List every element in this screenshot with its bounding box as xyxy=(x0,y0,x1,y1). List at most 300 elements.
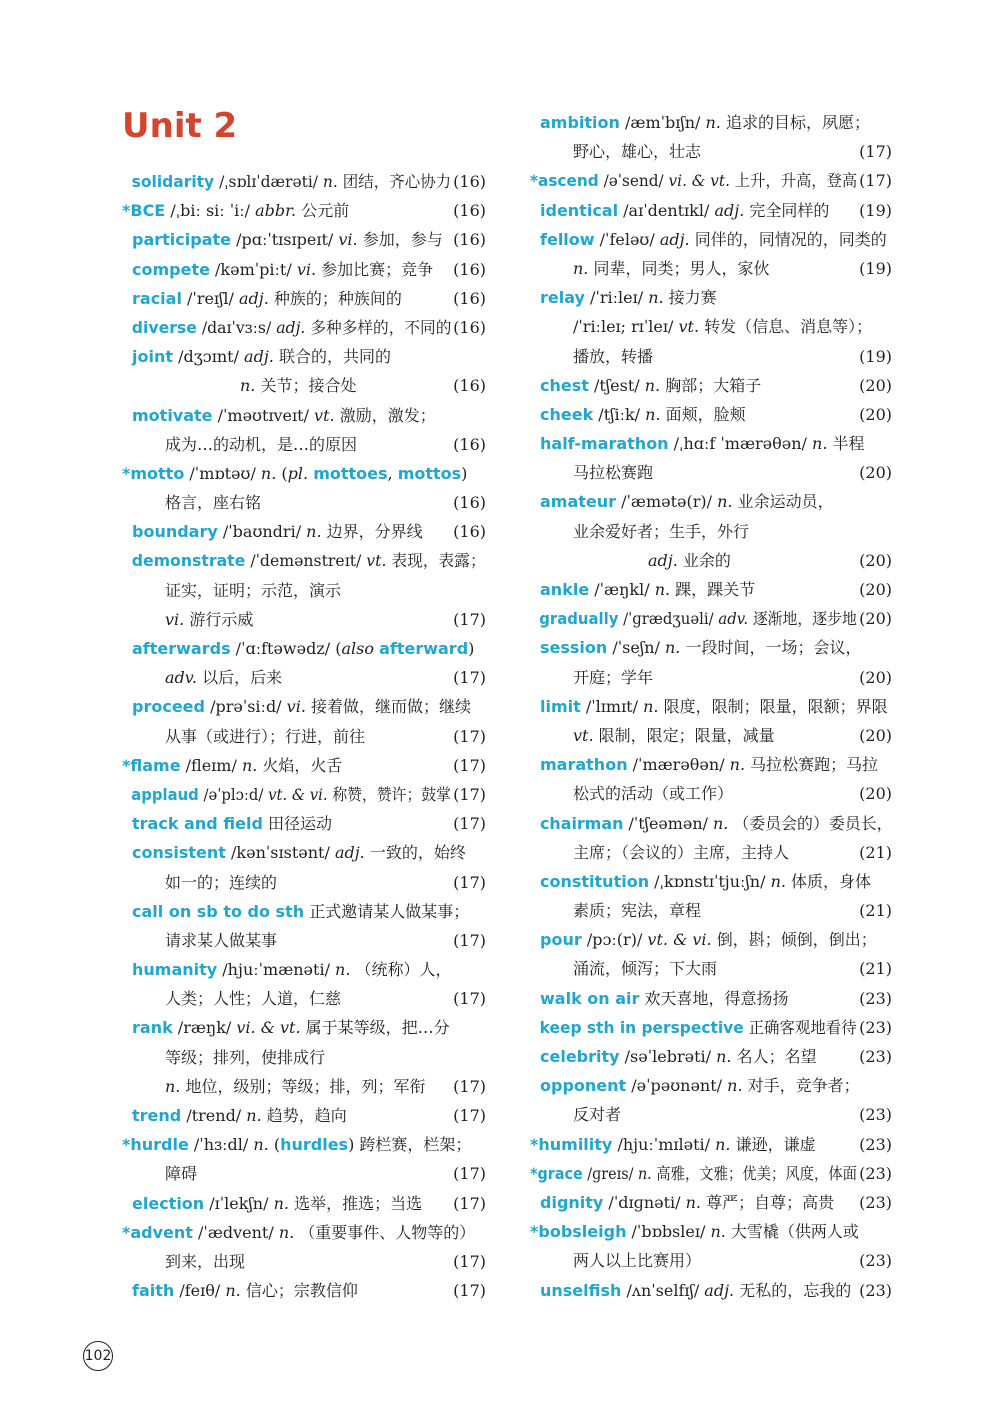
page-reference: (23) xyxy=(859,1017,892,1037)
page-reference: (16) xyxy=(453,201,486,221)
page-reference: (23) xyxy=(859,1280,892,1300)
part-of-speech: n. xyxy=(705,113,721,132)
entry-text xyxy=(530,1042,817,1071)
page-reference: (16) xyxy=(453,493,486,513)
part-of-speech: vt. & vi. xyxy=(268,784,328,804)
page-reference: (16) xyxy=(453,288,486,308)
page-reference: (19) xyxy=(859,258,892,278)
entry-text-segment: 请求某人做某事 xyxy=(165,930,278,950)
entry-text-segment: （委员会的）委员长， xyxy=(728,813,893,833)
entry-text-segment: /ˈriːleɪ; rɪˈleɪ/ xyxy=(573,317,679,337)
entry-text xyxy=(122,546,486,575)
vocab-line xyxy=(122,838,486,867)
vocab-line xyxy=(122,517,486,546)
entry-text-segment: /ˈdɪɡnəti/ xyxy=(603,1192,686,1212)
entry-text-segment: /hjuːˈmænəti/ xyxy=(217,960,336,980)
entry-text-segment: ) 跨栏赛，栏架； xyxy=(348,1135,472,1155)
headword: ambition xyxy=(540,113,620,132)
vocab-line xyxy=(530,750,892,779)
entry-text xyxy=(530,1217,859,1246)
entry-text xyxy=(122,488,261,517)
entry-text xyxy=(122,1043,325,1072)
entry-text xyxy=(122,255,433,284)
entry-text xyxy=(530,954,717,983)
entry-text-segment: 成为…的动机，是…的原因 xyxy=(165,434,358,454)
entry-text-segment: 参加，参与 xyxy=(357,230,443,250)
entry-text-segment: /feɪθ/ xyxy=(174,1281,226,1301)
vocab-line xyxy=(530,779,892,808)
headword: identical xyxy=(540,200,619,220)
entry-text-segment: 限制，限定；限量，减量 xyxy=(593,725,775,745)
entry-text-segment: /pɑːˈtɪsɪpeɪt/ xyxy=(231,230,339,250)
headword: constitution xyxy=(540,871,650,891)
page-reference: (20) xyxy=(859,550,892,570)
headword: gradually xyxy=(539,609,619,629)
headword: proceed xyxy=(132,697,205,717)
vocab-line xyxy=(530,225,892,254)
entry-text xyxy=(122,809,332,838)
entry-text-segment: 高雅，文雅；优美；风度，体面 xyxy=(651,1163,858,1183)
part-of-speech: vi. xyxy=(286,697,306,717)
part-of-speech: n. xyxy=(260,463,277,483)
entry-text-segment: 种族的；种族间的 xyxy=(268,288,402,308)
page-reference: (16) xyxy=(453,259,486,279)
vocab-line xyxy=(530,1013,892,1042)
entry-text-segment: 游行示威 xyxy=(184,609,254,629)
page-reference: (17) xyxy=(453,755,486,775)
part-of-speech: n. xyxy=(717,492,733,512)
entry-text-segment: 一段时间，一场；会议， xyxy=(680,638,862,658)
entry-text-segment: ( xyxy=(268,1135,281,1155)
vocab-line xyxy=(530,342,892,371)
entry-text xyxy=(530,458,653,487)
entry-text-segment: 属于某等级，把…分 xyxy=(300,1018,450,1038)
entry-text-segment: 面颊，脸颊 xyxy=(660,404,746,424)
part-of-speech: vt. xyxy=(314,405,335,425)
entry-text-segment: 边界，分界线 xyxy=(321,522,423,542)
entry-text-segment: 反对者 xyxy=(573,1105,622,1125)
headword: chairman xyxy=(539,813,624,833)
entry-text-segment: 对手，竞争者； xyxy=(742,1076,860,1096)
headword: humanity xyxy=(132,960,218,980)
page-reference: (17) xyxy=(453,609,486,629)
entry-text xyxy=(530,137,701,166)
entry-text-segment: 业余运动员， xyxy=(732,492,834,512)
headword: opponent xyxy=(540,1076,627,1096)
page-reference: (17) xyxy=(453,1076,486,1096)
vocab-line xyxy=(530,1246,892,1275)
part-of-speech: n. xyxy=(729,755,746,775)
entry-text xyxy=(530,838,789,867)
entry-text-segment: ) xyxy=(468,639,475,658)
part-of-speech: n. xyxy=(645,404,661,424)
part-of-speech: n. xyxy=(306,522,322,542)
unit-title: Unit 2 xyxy=(122,106,238,146)
entry-text-segment: /ɪˈlekʃn/ xyxy=(204,1193,274,1213)
vocab-line xyxy=(122,1159,486,1188)
entry-text xyxy=(530,546,731,575)
headword: session xyxy=(540,638,608,658)
entry-text-segment: 等级；排列，使排成行 xyxy=(165,1047,326,1067)
page-reference: (16) xyxy=(453,376,486,396)
entry-text-segment: 主席；（会议的）主席，主持人 xyxy=(573,842,790,862)
entry-text xyxy=(122,430,357,459)
entry-text xyxy=(122,284,402,313)
vocab-line xyxy=(530,196,892,225)
headword: joint xyxy=(132,347,173,367)
headword: track and field xyxy=(132,814,263,834)
entry-text-segment: 两人以上比赛用） xyxy=(573,1251,702,1271)
page-reference: (23) xyxy=(859,988,892,1008)
entry-text-segment: 选举，推选；当选 xyxy=(288,1193,423,1213)
headword: participate xyxy=(132,230,231,250)
vocab-line xyxy=(530,312,892,341)
entry-text xyxy=(530,721,775,750)
page-reference: (23) xyxy=(859,1105,892,1125)
vocab-line xyxy=(122,459,486,488)
entry-text-segment: 限度，限制；限量，限额；界限 xyxy=(658,696,888,716)
vocab-line xyxy=(122,780,486,809)
page-reference: (16) xyxy=(453,230,486,250)
vocab-line xyxy=(122,488,486,517)
entry-text-segment: 关节；接合处 xyxy=(255,376,357,396)
part-of-speech: n. xyxy=(812,434,828,454)
part-of-speech: n. xyxy=(727,1076,743,1096)
part-of-speech: vt. xyxy=(366,551,387,571)
part-of-speech: adj. xyxy=(648,550,678,570)
entry-text-segment: /ˈməʊtɪveɪt/ xyxy=(212,405,315,425)
entry-text-segment: 马拉松赛跑；马拉 xyxy=(745,755,879,775)
entry-text xyxy=(122,401,436,430)
vocab-line xyxy=(122,255,486,284)
vocab-line xyxy=(122,546,486,575)
vocab-line xyxy=(122,663,486,692)
headword: half-marathon xyxy=(540,434,669,454)
headword: keep sth in perspective xyxy=(539,1017,744,1037)
entry-text-segment: 到来，出现 xyxy=(165,1251,246,1271)
part-of-speech: adj. xyxy=(238,288,269,308)
vocab-line xyxy=(530,458,892,487)
entry-text-segment: /ˈæmətə(r)/ xyxy=(616,492,718,512)
headword: *humility xyxy=(530,1134,613,1154)
entry-text-segment: 完全同样的 xyxy=(744,200,830,220)
page-reference: (16) xyxy=(453,317,486,337)
entry-text-segment: /ˈseʃn/ xyxy=(607,638,665,658)
entry-text-segment: 证实，证明；示范，演示 xyxy=(165,580,342,600)
entry-text xyxy=(530,663,653,692)
vocab-line xyxy=(530,663,892,692)
entry-text-segment: 正确客观地看待 xyxy=(743,1017,857,1037)
part-of-speech: n. xyxy=(241,755,258,775)
vocab-line xyxy=(122,1276,486,1305)
part-of-speech: n. xyxy=(335,960,351,980)
vocab-line xyxy=(530,1100,892,1129)
entry-text-segment: 以后，后来 xyxy=(197,668,283,688)
page-reference: (17) xyxy=(453,1193,486,1213)
vocab-line xyxy=(122,955,486,984)
entry-text xyxy=(122,984,341,1013)
entry-text-segment: /ˈmærəθən/ xyxy=(627,755,730,775)
part-of-speech: n. xyxy=(770,871,786,891)
entry-text-segment: 火焰，火舌 xyxy=(257,755,343,775)
entry-text-segment: /əˈpəʊnənt/ xyxy=(626,1076,728,1096)
entry-text-segment: /ˈædvent/ xyxy=(192,1222,279,1242)
entry-text-segment: （重要事件、人物等的） xyxy=(294,1222,476,1242)
entry-text xyxy=(122,1218,475,1247)
entry-text-segment: 马拉松赛跑 xyxy=(573,463,654,483)
entry-text-segment: /æmˈbɪʃn/ xyxy=(619,113,706,132)
entry-text-segment: ) xyxy=(461,463,468,483)
vocab-line xyxy=(122,225,486,254)
page-reference: (16) xyxy=(453,172,486,191)
vocab-line xyxy=(122,692,486,721)
vocab-line xyxy=(122,167,486,196)
headword: *ascend xyxy=(530,171,599,191)
page-reference: (23) xyxy=(859,1134,892,1154)
vocab-line xyxy=(122,430,486,459)
page-reference: (17) xyxy=(859,171,892,191)
vocab-line xyxy=(530,838,892,867)
page-reference: (19) xyxy=(859,200,892,220)
part-of-speech: vi. xyxy=(165,609,185,629)
entry-text-segment: 团结，齐心协力 xyxy=(337,172,452,191)
vocab-line xyxy=(122,284,486,313)
headword: amateur xyxy=(540,492,617,512)
headword: fellow xyxy=(540,229,595,249)
entry-text-segment: 胸部；大箱子 xyxy=(660,375,762,395)
part-of-speech: vt. xyxy=(678,317,700,337)
entry-text xyxy=(530,1100,621,1129)
entry-text-segment: /fleɪm/ xyxy=(180,755,242,775)
vocab-line xyxy=(530,954,892,983)
headword: trend xyxy=(132,1106,182,1125)
part-of-speech: n. xyxy=(685,1192,702,1212)
entry-text-segment: /ˈbaʊndri/ xyxy=(217,522,307,542)
page-reference: (23) xyxy=(859,1047,892,1066)
entry-text-segment: /ˈdemənstreɪt/ xyxy=(245,551,367,571)
headword: dignity xyxy=(540,1192,604,1212)
page-reference: (17) xyxy=(453,814,486,834)
headword: hurdles xyxy=(280,1135,349,1155)
entry-text-segment: 踝，踝关节 xyxy=(670,580,756,599)
headword: ankle xyxy=(540,580,590,599)
entry-text xyxy=(122,868,277,897)
entry-text-segment: 无私的，忘我的 xyxy=(734,1280,852,1300)
entry-text-segment: 业余的 xyxy=(677,550,731,570)
entry-text-segment: 障碍 xyxy=(165,1164,198,1184)
entry-text xyxy=(530,867,871,896)
entry-text xyxy=(530,633,861,662)
part-of-speech: vi. xyxy=(296,259,317,279)
part-of-speech: n. xyxy=(664,638,681,658)
entry-text-segment: 公元前 xyxy=(296,201,350,221)
entry-text-segment: /ʌnˈselfɪʃ/ xyxy=(621,1280,705,1300)
vocab-line xyxy=(530,108,892,137)
entry-text-segment: 谦逊，谦虚 xyxy=(730,1134,816,1154)
vocab-line xyxy=(530,517,892,546)
entry-text-segment: 松式的活动（或工作） xyxy=(573,784,734,804)
headword: chest xyxy=(540,375,589,395)
part-of-speech: adj. xyxy=(714,200,745,220)
part-of-speech: n. xyxy=(278,1222,295,1242)
headword: boundary xyxy=(132,522,218,542)
entry-text xyxy=(122,1013,450,1042)
part-of-speech: n. xyxy=(322,172,338,191)
entry-text-segment: /ˌsɒlɪˈdærəti/ xyxy=(214,172,323,191)
entry-text-segment: 格言，座右铭 xyxy=(165,493,262,513)
entry-text xyxy=(122,663,282,692)
entry-text-segment: /prəˈsiːd/ xyxy=(204,697,287,717)
entry-text-segment: /hjuːˈmɪləti/ xyxy=(612,1134,716,1154)
vocab-line xyxy=(122,897,486,926)
page-reference: (16) xyxy=(453,434,486,454)
part-of-speech: vi. xyxy=(338,230,358,250)
headword: *flame xyxy=(122,755,181,775)
vocab-line xyxy=(122,576,486,605)
entry-text-segment: 接着做，继而做；继续 xyxy=(305,697,471,717)
entry-text-segment: 参加比赛；竞争 xyxy=(316,259,434,279)
entry-text-segment: 正式邀请某人做某事； xyxy=(304,901,470,921)
page-reference: (23) xyxy=(859,1251,892,1271)
part-of-speech: n. xyxy=(246,1106,262,1125)
entry-text xyxy=(122,751,342,780)
vocab-line xyxy=(530,1042,892,1071)
entry-text-segment: 表现，表露； xyxy=(386,551,486,571)
vocab-line xyxy=(530,371,892,400)
entry-text-segment: /ɡreɪs/ xyxy=(582,1163,638,1183)
vocab-line xyxy=(122,1218,486,1247)
entry-text-segment: 半程 xyxy=(827,434,865,454)
headword: demonstrate xyxy=(131,551,246,571)
entry-text xyxy=(122,576,341,605)
entry-text xyxy=(530,925,877,954)
entry-text-segment: /ˌhɑːf ˈmærəθən/ xyxy=(668,434,813,454)
entry-text xyxy=(530,809,893,838)
entry-text xyxy=(530,1246,701,1275)
entry-text-segment: /tʃiːk/ xyxy=(593,404,646,424)
vocab-line xyxy=(530,400,892,429)
vocab-line xyxy=(530,1071,892,1100)
entry-text-segment: /dʒɔɪnt/ xyxy=(173,347,245,367)
page-reference: (17) xyxy=(453,930,486,950)
page-reference: (19) xyxy=(859,346,892,366)
entry-text-segment: /əˈsend/ xyxy=(598,171,669,191)
entry-text xyxy=(122,342,391,371)
entry-text-segment: 同伴的，同情况的，同类的 xyxy=(689,229,887,249)
entry-text-segment: /ˈtʃeəmən/ xyxy=(623,813,714,833)
entry-text xyxy=(122,722,365,751)
part-of-speech: n. xyxy=(637,1163,652,1183)
entry-text-segment: 地位，级别；等级；排，列；军衔 xyxy=(180,1076,426,1096)
vocab-line xyxy=(530,546,892,575)
page-reference: (17) xyxy=(453,1164,486,1184)
entry-text-segment: 欢天喜地，得意扬扬 xyxy=(639,988,789,1008)
page-reference: (17) xyxy=(453,872,486,892)
part-of-speech: adv. xyxy=(165,668,198,688)
page-reference: (20) xyxy=(859,404,892,424)
headword: faith xyxy=(132,1281,175,1301)
headword: celebrity xyxy=(540,1047,620,1066)
page-reference: (23) xyxy=(859,1163,892,1183)
page-reference: (20) xyxy=(859,784,892,804)
vocab-line xyxy=(122,401,486,430)
vocab-line xyxy=(122,809,486,838)
entry-text xyxy=(530,312,872,341)
entry-text xyxy=(122,1159,197,1188)
entry-text-segment: , xyxy=(387,463,398,483)
entry-text xyxy=(530,371,761,400)
part-of-speech: pl. xyxy=(287,463,309,483)
page-reference: (17) xyxy=(453,726,486,746)
vocab-line xyxy=(122,1072,486,1101)
vocab-line xyxy=(530,283,892,312)
entry-text xyxy=(530,750,878,779)
part-of-speech: adj. xyxy=(704,1280,735,1300)
vocab-line xyxy=(530,254,892,283)
vocab-line xyxy=(530,1130,892,1159)
headword: *motto xyxy=(122,463,185,483)
vocab-line xyxy=(122,1101,486,1130)
entry-text-segment: 涌流，倾泻；下大雨 xyxy=(573,959,718,979)
entry-text xyxy=(530,225,887,254)
entry-text xyxy=(530,196,829,225)
entry-text xyxy=(530,896,701,925)
entry-text-segment: 业余爱好者；生手，外行 xyxy=(573,521,750,541)
entry-text xyxy=(122,1072,425,1101)
entry-text-segment: /ˈreɪʃl/ xyxy=(181,288,239,308)
headword: *hurdle xyxy=(122,1135,189,1155)
part-of-speech: n. xyxy=(643,696,659,716)
entry-text-segment: /ˈɡrædʒuəli/ xyxy=(618,609,719,629)
entry-text-segment: /kənˈsɪstənt/ xyxy=(225,843,335,863)
entry-text xyxy=(122,167,451,196)
page-reference: (21) xyxy=(859,842,892,862)
entry-text xyxy=(122,897,469,926)
page-reference: (20) xyxy=(859,667,892,687)
entry-text-segment: 名人；名望 xyxy=(731,1047,817,1066)
part-of-speech: n. xyxy=(710,1222,726,1242)
part-of-speech: n. xyxy=(715,1134,731,1154)
entry-text xyxy=(122,196,349,225)
page-reference: (20) xyxy=(859,725,892,745)
entry-text-segment: 同辈，同类；男人，家伙 xyxy=(588,258,770,278)
entry-text-segment: 野心，雄心，壮志 xyxy=(573,142,702,162)
headword: solidarity xyxy=(131,172,215,191)
entry-text-segment: /ræŋk/ xyxy=(172,1018,237,1038)
headword: applaud xyxy=(131,784,199,804)
entry-text xyxy=(530,487,834,516)
part-of-speech: n. xyxy=(253,1135,269,1155)
entry-text-segment: /səˈlebrəti/ xyxy=(619,1047,717,1066)
entry-text-segment: /əˈplɔːd/ xyxy=(198,784,269,804)
page-reference: (17) xyxy=(453,784,486,804)
entry-text xyxy=(122,1247,245,1276)
entry-text xyxy=(122,780,451,809)
headword: call on sb to do sth xyxy=(132,901,305,921)
entry-text-segment: /ˈmɒtəʊ/ xyxy=(184,463,261,483)
entry-text xyxy=(530,984,789,1013)
headword: walk on air xyxy=(540,988,640,1008)
vocab-line xyxy=(530,604,892,633)
headword: *bobsleigh xyxy=(530,1222,627,1242)
headword: limit xyxy=(540,696,581,716)
entry-text-segment: 上升，升高，登高 xyxy=(729,171,858,191)
entry-text xyxy=(122,1189,422,1218)
entry-text-segment: 激励，激发； xyxy=(334,405,436,425)
entry-text-segment: /aɪˈdentɪkl/ xyxy=(618,200,715,220)
page-reference: (16) xyxy=(453,522,486,542)
entry-text-segment: 体质，身体 xyxy=(785,871,872,891)
